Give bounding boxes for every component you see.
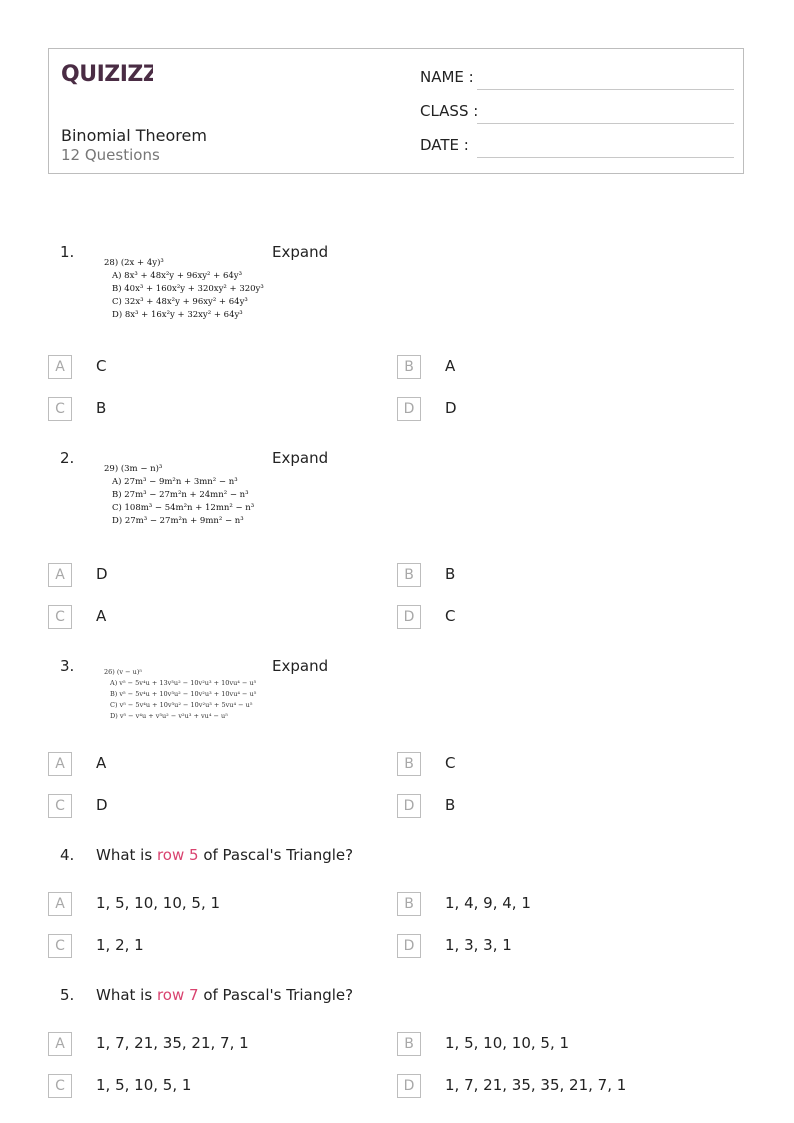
question-2-image-option: C) 108m³ − 54m²n + 12mn² − n³ bbox=[112, 503, 255, 513]
name-label: NAME : bbox=[420, 68, 474, 86]
option-text: 1, 4, 9, 4, 1 bbox=[445, 894, 531, 912]
option-letter-box: B bbox=[397, 1032, 421, 1056]
question-3-image bbox=[102, 667, 256, 722]
option-text: B bbox=[96, 399, 107, 417]
option-text: C bbox=[445, 754, 456, 772]
quizizz-logo-mark bbox=[61, 59, 153, 87]
option-letter-box: D bbox=[397, 605, 421, 629]
class-label: CLASS : bbox=[420, 102, 479, 120]
question-5-text-end: of Pascal's Triangle? bbox=[198, 986, 354, 1004]
question-4-text bbox=[96, 846, 353, 864]
option-letter-box: D bbox=[397, 397, 421, 421]
option-letter-box: B bbox=[397, 892, 421, 916]
question-4-highlight: row 5 bbox=[156, 846, 199, 864]
option-letter-box: A bbox=[48, 563, 72, 587]
question-2-image-option: D) 27m³ − 27m²n + 9mn² − n³ bbox=[112, 516, 244, 526]
question-1-image-option: A) 8x³ + 48x²y + 96xy² + 64y³ bbox=[112, 271, 243, 281]
question-1-image-option: D) 8x³ + 16x²y + 32xy² + 64y³ bbox=[112, 310, 243, 320]
option-letter-box: A bbox=[48, 752, 72, 776]
worksheet-header bbox=[48, 48, 744, 174]
question-2-image-option: B) 27m³ − 27m²n + 24mn² − n³ bbox=[112, 490, 249, 500]
option-letter-box: B bbox=[397, 355, 421, 379]
question-3-image-option: A) v⁵ − 5v⁴u + 13v³u² − 10v²u³ + 10vu⁴ − u⁵ bbox=[110, 679, 257, 687]
option-text: D bbox=[445, 399, 457, 417]
option-letter-box: A bbox=[48, 355, 72, 379]
name-line[interactable] bbox=[477, 89, 734, 90]
option-letter-box: C bbox=[48, 1074, 72, 1098]
question-3-image-option: D) v⁵ − v⁴u + v³u² − v²u³ + vu⁴ − u⁵ bbox=[110, 712, 228, 720]
date-field[interactable] bbox=[420, 136, 734, 158]
option-text: A bbox=[445, 357, 456, 375]
question-3-label: Expand bbox=[272, 657, 329, 675]
question-1-number: 1. bbox=[60, 243, 75, 261]
option-text: 1, 7, 21, 35, 21, 7, 1 bbox=[96, 1034, 249, 1052]
option-text: 1, 3, 3, 1 bbox=[445, 936, 512, 954]
question-1-image-head: 28) (2x + 4y)³ bbox=[104, 258, 164, 268]
option-letter-box: A bbox=[48, 1032, 72, 1056]
question-3-image-option: C) v⁵ − 5v⁴u + 10v³u² − 10v²u³ + 5vu⁴ − u⁵ bbox=[110, 701, 253, 709]
option-text: 1, 2, 1 bbox=[96, 936, 144, 954]
svg-text:QUIZIZZ: QUIZIZZ bbox=[61, 62, 153, 87]
question-4-text-end: of Pascal's Triangle? bbox=[198, 846, 354, 864]
option-text: D bbox=[96, 796, 108, 814]
option-letter-box: D bbox=[397, 794, 421, 818]
question-5-highlight: row 7 bbox=[156, 986, 199, 1004]
option-text: C bbox=[445, 607, 456, 625]
option-text: 1, 5, 10, 10, 5, 1 bbox=[445, 1034, 570, 1052]
question-1-image-option: B) 40x³ + 160x²y + 320xy² + 320y³ bbox=[112, 284, 264, 294]
option-text: C bbox=[96, 357, 107, 375]
option-text: 1, 5, 10, 10, 5, 1 bbox=[96, 894, 221, 912]
date-label: DATE : bbox=[420, 136, 469, 154]
worksheet-title: Binomial Theorem bbox=[61, 126, 207, 145]
question-5-text bbox=[96, 986, 353, 1004]
question-4-text-start: What is bbox=[96, 846, 157, 864]
question-1-image-option: C) 32x³ + 48x²y + 96xy² + 64y³ bbox=[112, 297, 248, 307]
question-1-image bbox=[102, 257, 264, 322]
option-text: 1, 5, 10, 5, 1 bbox=[96, 1076, 192, 1094]
question-3-number: 3. bbox=[60, 657, 75, 675]
option-letter-box: B bbox=[397, 563, 421, 587]
option-letter-box: C bbox=[48, 934, 72, 958]
option-letter-box: C bbox=[48, 605, 72, 629]
option-text: B bbox=[445, 565, 456, 583]
question-4-number: 4. bbox=[60, 846, 75, 864]
option-letter-box: C bbox=[48, 397, 72, 421]
option-text: 1, 7, 21, 35, 35, 21, 7, 1 bbox=[445, 1076, 627, 1094]
class-line[interactable] bbox=[477, 123, 734, 124]
option-text: D bbox=[96, 565, 108, 583]
option-letter-box: C bbox=[48, 794, 72, 818]
date-line[interactable] bbox=[477, 157, 734, 158]
option-letter-box: B bbox=[397, 752, 421, 776]
class-field[interactable] bbox=[420, 102, 734, 124]
question-2-label: Expand bbox=[272, 449, 329, 467]
question-2-image bbox=[102, 463, 254, 528]
question-5-number: 5. bbox=[60, 986, 75, 1004]
option-text: A bbox=[96, 607, 107, 625]
question-2-number: 2. bbox=[60, 449, 75, 467]
question-1-label: Expand bbox=[272, 243, 329, 261]
option-letter-box: A bbox=[48, 892, 72, 916]
question-5-text-start: What is bbox=[96, 986, 157, 1004]
question-2-image-head: 29) (3m − n)³ bbox=[104, 464, 163, 474]
option-text: B bbox=[445, 796, 456, 814]
question-count: 12 Questions bbox=[61, 146, 160, 164]
question-3-image-option: B) v⁵ − 5v⁴u + 10v³u² − 10v²u³ + 10vu⁴ − u⁵ bbox=[110, 690, 257, 698]
option-text: A bbox=[96, 754, 107, 772]
quizizz-logo bbox=[61, 59, 153, 91]
option-letter-box: D bbox=[397, 934, 421, 958]
option-letter-box: D bbox=[397, 1074, 421, 1098]
name-field[interactable] bbox=[420, 68, 734, 90]
question-3-image-head: 26) (v − u)⁵ bbox=[104, 668, 142, 676]
question-2-image-option: A) 27m³ − 9m²n + 3mn² − n³ bbox=[112, 477, 238, 487]
